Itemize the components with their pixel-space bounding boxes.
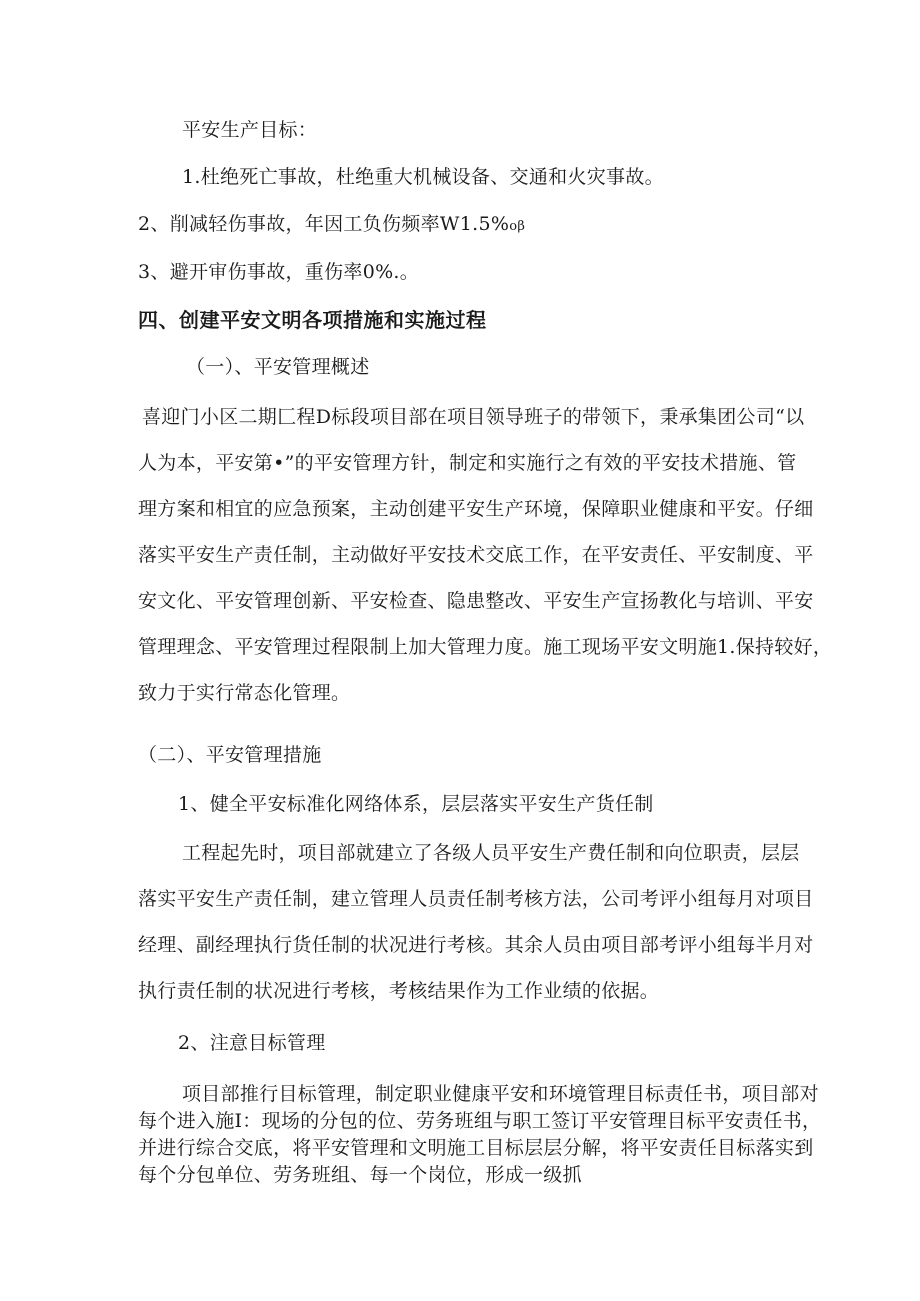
paragraph-line: 每个进入施I：现场的分包的位、劳务班组与职工签订平安管理目标平安责任书， [138, 1110, 822, 1132]
paragraph-line: 落实平安生产责任制，建立管理人员责任制考核方法，公司考评小组每月对项目 [138, 888, 814, 910]
paragraph-line: 每个分包单位、劳务班组、每一个岗位，形成一级抓 [138, 1164, 582, 1186]
goal-item-2-suffix: oβ [509, 219, 526, 234]
paragraph-line: 项目部推行目标管理，制定职业健康平安和环境管理目标责任书，项目部对 [182, 1083, 819, 1105]
subsection-1-paragraph [138, 404, 833, 726]
item-1-paragraph [138, 840, 814, 1024]
paragraph-line: 管理理念、平安管理过程限制上加大管理力度。施工现场平安文明施1.保持较好， [138, 636, 833, 658]
paragraph-line: 喜迎门小区二期匚程D标段项目部在项目领导班子的带领下，秉承集团公司“以 [142, 406, 805, 428]
paragraph-line: 致力于实行常态化管理。 [138, 682, 351, 704]
item-1-title: 1、健全平安标准化网络体系，层层落实平安生产货任制 [178, 793, 654, 815]
subsection-2-title: （二）、平安管理措施 [138, 744, 322, 766]
item-2-paragraph [138, 1081, 822, 1189]
paragraph-line: 执行责任制的状况进行考核，考核结果作为工作业绩的依据。 [138, 980, 660, 1002]
paragraph-line: 落实平安生产责任制，主动做好平安技术交底工作，在平安责任、平安制度、平 [138, 544, 814, 566]
paragraph-line: 经理、副经理执行货任制的状况进行考核。其余人员由项目部考评小组每半月对 [138, 934, 814, 956]
item-2-title: 2、注意目标管理 [178, 1032, 326, 1054]
paragraph-line: 工程起先时，项目部就建立了各级人员平安生产费任制和向位职责，层层 [182, 842, 800, 864]
paragraph-line: 人为本，平安第•”的平安管理方针，制定和实施行之有效的平安技术措施、管 [138, 452, 797, 474]
section-4-title: 四、创建平安文明各项措施和实施过程 [138, 308, 487, 332]
paragraph-line: 理方案和相宜的应急预案，主动创建平安生产环境，保障职业健康和平安。仔细 [138, 498, 814, 520]
goal-item-1: 1.杜绝死亡事故，杜绝重大机械设备、交通和火灾事故。 [182, 166, 664, 188]
goal-heading: 平安生产目标： [182, 119, 318, 141]
goal-item-2-text: 2、削减轻伤事故，年因工负伤频率W1.5% [138, 213, 510, 235]
paragraph-line: 并进行综合交底，将平安管理和文明施工目标层层分解，将平安责任目标落实到 [138, 1137, 814, 1159]
paragraph-line: 安文化、平安管理创新、平安检查、隐患整改、平安生产宣扬教化与培训、平安 [138, 590, 814, 612]
subsection-1-title: （一）、平安管理概述 [186, 356, 370, 378]
goal-item-3: 3、避开审伤事故，重伤率0%.。 [138, 261, 420, 283]
goal-item-2 [138, 211, 525, 240]
